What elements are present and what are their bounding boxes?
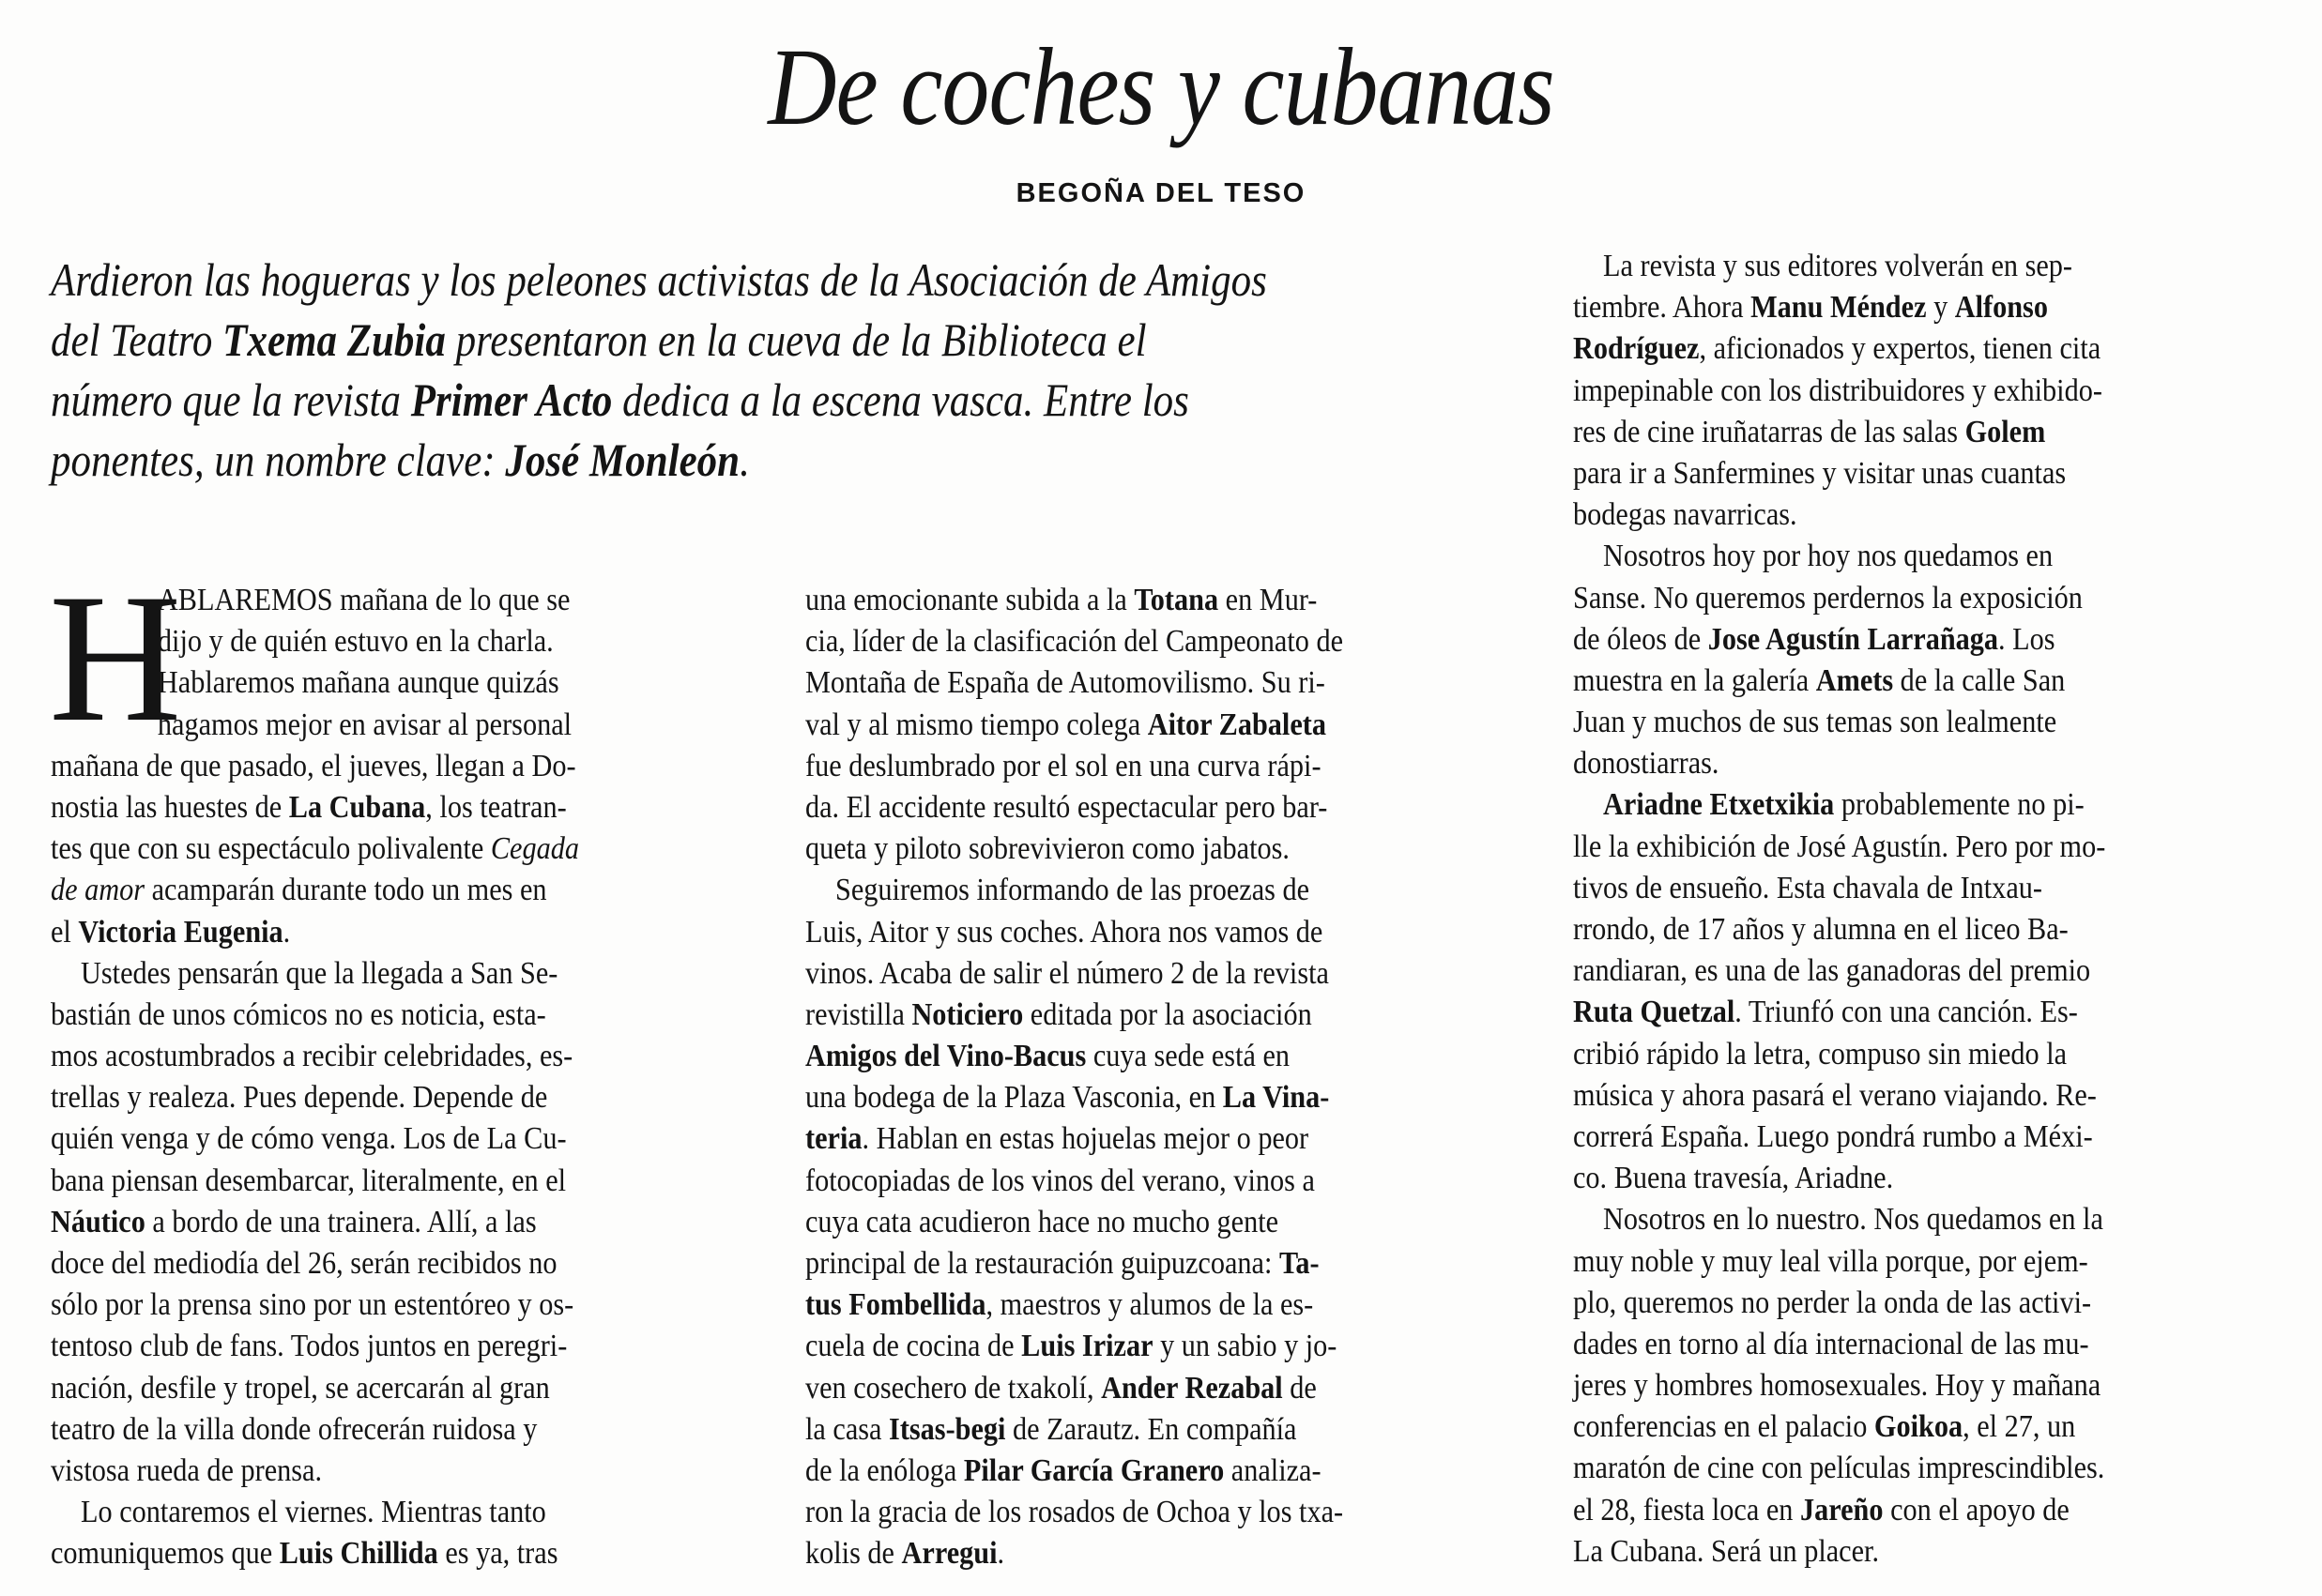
text-line xyxy=(805,1409,1440,1451)
bold-name: Ander Rezabal xyxy=(1101,1370,1283,1406)
text-run: co. Buena travesía, Ariadne. xyxy=(1573,1161,1894,1196)
text-run: da. El accidente resultó espectacular pero bar- xyxy=(805,789,1328,825)
text-line xyxy=(51,787,685,828)
text-run: randiaran, es una de las ganadoras del premio xyxy=(1573,953,2091,989)
text-line xyxy=(1573,1241,2207,1283)
text-run: una emocionante subida a la xyxy=(805,583,1135,617)
text-run: revistilla xyxy=(805,996,912,1032)
text-run: número que la revista xyxy=(51,373,411,426)
text-line xyxy=(805,828,1440,870)
text-run: nación, desfile y tropel, se acercarán al gran xyxy=(51,1370,550,1406)
text-run: rrondo, de 17 años y alumna en el liceo Ba- xyxy=(1573,912,2069,947)
text-run: mos acostumbrados a recibir celebridades, es- xyxy=(51,1039,573,1074)
text-run: tiembre. Ahora xyxy=(1573,290,1751,326)
lead-paragraph xyxy=(51,250,1515,490)
bold-name: La Vina- xyxy=(1222,1080,1330,1116)
text-line xyxy=(51,1036,685,1077)
text-run: una bodega de la Plaza Vasconia, en xyxy=(805,1080,1223,1116)
text-run: el 28, fiesta loca en xyxy=(1573,1492,1800,1528)
text-run: mañana de que pasado, el jueves, llegan a Do- xyxy=(51,748,576,783)
text-run: trellas y realeza. Pues depende. Depende de xyxy=(51,1080,548,1116)
text-run: Ardieron las hogueras y los peleones activistas de la Asociación de Amigos xyxy=(51,253,1267,306)
bold-name: Luis Chillida xyxy=(279,1536,438,1572)
text-line xyxy=(51,912,685,953)
text-line xyxy=(1573,494,2207,536)
text-run: impepinable con los distribuidores y exhibido- xyxy=(1573,372,2102,408)
text-run: a bordo de una trainera. Allí, a las xyxy=(145,1204,537,1239)
bold-name: Arregui xyxy=(901,1536,998,1572)
bold-name: Itsas-begi xyxy=(889,1411,1006,1447)
text-line xyxy=(51,1533,685,1574)
text-run: ponentes, un nombre clave: xyxy=(51,433,506,486)
text-run: en Mur- xyxy=(1218,583,1318,617)
text-run: ABLAREMOS mañana de lo que se xyxy=(157,583,571,617)
text-run: correrá España. Luego pondrá rumbo a Méxi- xyxy=(1573,1118,2093,1154)
text-run: cribió rápido la letra, compuso sin miedo la xyxy=(1573,1036,2068,1072)
text-run: de óleos de xyxy=(1573,621,1708,657)
text-line xyxy=(805,1533,1440,1574)
text-run: bodegas navarricas. xyxy=(1573,497,1797,533)
text-run: analiza- xyxy=(1224,1452,1321,1488)
text-line xyxy=(805,662,1440,704)
text-run: Hablaremos mañana aunque quizás xyxy=(157,665,559,701)
text-line xyxy=(51,1409,685,1451)
text-run: . Hablan en estas hojuelas mejor o peor xyxy=(862,1121,1309,1157)
italic-title: Cegada xyxy=(490,831,580,867)
text-line xyxy=(51,828,685,870)
bold-name: Ariadne Etxetxikia xyxy=(1603,787,1835,823)
text-run: cuya sede está en xyxy=(1086,1039,1291,1074)
bold-name: Aitor Zabaleta xyxy=(1147,707,1326,742)
text-line xyxy=(805,1202,1440,1243)
text-run: La Cubana. Será un placer. xyxy=(1573,1533,1880,1569)
text-line xyxy=(51,1243,685,1284)
text-run: vistosa rueda de prensa. xyxy=(51,1452,323,1488)
text-line xyxy=(51,1161,685,1202)
bold-name: Jose Agustín Larrañaga xyxy=(1707,621,1999,657)
text-line xyxy=(51,1284,685,1326)
headline: De coches y cubanas xyxy=(768,25,1554,148)
text-line xyxy=(51,1451,685,1492)
text-run: con el apoyo de xyxy=(1883,1492,2070,1528)
lead-line xyxy=(51,250,1310,310)
text-run: de la calle San xyxy=(1893,662,2066,698)
bold-name: tus Fombellida xyxy=(805,1287,986,1323)
text-run: La revista y sus editores volverán en sep- xyxy=(1603,249,2073,283)
text-run: Montaña de España de Automovilismo. Su ri- xyxy=(805,665,1325,701)
text-run: Nosotros en lo nuestro. Nos quedamos en la xyxy=(1603,1202,2103,1238)
text-run: . xyxy=(997,1536,1005,1572)
text-run: cia, líder de la clasificación del Campeonato de xyxy=(805,624,1344,660)
text-run: de la enóloga xyxy=(805,1452,964,1488)
text-run: cuela de cocina de xyxy=(805,1329,1022,1364)
text-line xyxy=(805,1492,1440,1533)
text-line xyxy=(1573,909,2207,950)
text-run: muy noble y muy leal villa porque, por ejem- xyxy=(1573,1243,2088,1279)
text-run: kolis de xyxy=(805,1536,902,1572)
text-run: música y ahora pasará el verano viajando. Re- xyxy=(1573,1077,2097,1113)
text-line xyxy=(1573,992,2207,1033)
text-line xyxy=(1573,1324,2207,1365)
text-run: del Teatro xyxy=(51,313,223,366)
text-run: teatro de la villa donde ofrecerán ruidosa y xyxy=(51,1411,538,1447)
byline: BEGOÑA DEL TESO xyxy=(1016,178,1306,208)
text-run: bastián de unos cómicos no es noticia, esta- xyxy=(51,996,546,1032)
bold-name: Pilar García Granero xyxy=(963,1452,1225,1488)
text-line xyxy=(1573,1158,2207,1199)
text-line xyxy=(51,870,685,911)
bold-name: Rodríguez xyxy=(1573,331,1700,367)
bold-name: Alfonso xyxy=(1954,290,2048,326)
text-line xyxy=(1573,1199,2207,1240)
lead-line xyxy=(51,310,1310,370)
text-line xyxy=(1573,1283,2207,1324)
text-run: ron la gracia de los rosados de Ochoa y los txa- xyxy=(805,1495,1344,1530)
text-run: . xyxy=(740,433,750,486)
text-line xyxy=(1573,1448,2207,1489)
text-run: queta y piloto sobrevivieron como jabatos. xyxy=(805,831,1290,867)
text-run: hagamos mejor en avisar al personal xyxy=(157,707,573,742)
text-line xyxy=(805,1451,1440,1492)
text-line xyxy=(805,580,1440,621)
text-line xyxy=(805,1368,1440,1409)
text-line xyxy=(51,621,685,662)
text-line xyxy=(51,1077,685,1118)
text-run: Juan y muchos de sus temas son lealmente xyxy=(1573,705,2057,740)
text-line xyxy=(1573,702,2207,743)
text-run: . Los xyxy=(1998,621,2055,657)
text-line xyxy=(805,1243,1440,1284)
text-run: Nosotros hoy por hoy nos quedamos en xyxy=(1603,539,2054,574)
bold-name: Luis Irizar xyxy=(1021,1329,1153,1364)
lead-line xyxy=(51,370,1310,430)
text-run: dedica a la escena vasca. Entre los xyxy=(612,373,1189,426)
text-run: lle la exhibición de José Agustín. Pero por mo- xyxy=(1573,828,2106,864)
text-run: , maestros y alumos de la es- xyxy=(985,1287,1314,1323)
text-line xyxy=(1573,1117,2207,1158)
bold-name: Victoria Eugenia xyxy=(78,914,283,950)
text-run: . Triunfó con una canción. Es- xyxy=(1734,995,2078,1030)
text-run: jeres y hombres homosexuales. Hoy y mañana xyxy=(1573,1368,2101,1404)
text-run: presentaron en la cueva de la Biblioteca el xyxy=(445,313,1147,366)
text-line xyxy=(805,1326,1440,1367)
text-run: dijo y de quién estuvo en la charla. xyxy=(157,624,554,660)
text-run: conferencias en el palacio xyxy=(1573,1409,1874,1445)
text-line xyxy=(51,1202,685,1243)
text-line xyxy=(51,1118,685,1160)
text-line xyxy=(805,621,1440,662)
bold-name: Primer Acto xyxy=(410,373,613,426)
bold-name: Manu Méndez xyxy=(1750,290,1927,326)
text-run: Sanse. No queremos perdernos la exposición xyxy=(1573,580,2083,616)
text-line xyxy=(51,953,685,995)
text-line xyxy=(805,995,1440,1036)
text-run: Ustedes pensarán que la llegada a San Se- xyxy=(81,955,558,991)
text-run: muestra en la galería xyxy=(1573,662,1816,698)
text-run: Luis, Aitor y sus coches. Ahora nos vamos de xyxy=(805,914,1323,950)
text-line xyxy=(1573,661,2207,702)
text-run: doce del mediodía del 26, serán recibidos no xyxy=(51,1246,558,1281)
text-line xyxy=(51,1368,685,1409)
text-run: res de cine iruñatarras de las salas xyxy=(1573,414,1965,449)
text-line xyxy=(805,953,1440,995)
text-run: tivos de ensueño. Esta chavala de Intxau- xyxy=(1573,870,2042,905)
article-column-3 xyxy=(1573,246,2286,1573)
text-run: ven cosechero de txakolí, xyxy=(805,1370,1102,1406)
text-run: de Zarautz. En compañía xyxy=(1005,1411,1297,1447)
text-line xyxy=(1573,371,2207,412)
bold-name: Jareño xyxy=(1799,1492,1884,1528)
bold-name: Golem xyxy=(1964,414,2046,449)
text-line xyxy=(805,1284,1440,1326)
text-run: editada por la asociación xyxy=(1023,996,1312,1032)
text-run: . xyxy=(283,914,291,950)
article-column-1 xyxy=(51,580,764,1575)
text-run: y xyxy=(1926,290,1955,326)
text-line xyxy=(1573,743,2207,784)
text-run: bana piensan desembarcar, literalmente, en el xyxy=(51,1163,567,1198)
text-run: vinos. Acaba de salir el número 2 de la revista xyxy=(805,955,1329,991)
bold-name: Ruta Quetzal xyxy=(1573,995,1735,1030)
text-line xyxy=(1573,1406,2207,1448)
text-run: Seguiremos informando de las proezas de xyxy=(835,873,1310,908)
text-line xyxy=(1573,453,2207,494)
bold-name: Txema Zubia xyxy=(222,313,446,366)
text-run: sólo por la prensa sino por un estentóreo y os- xyxy=(51,1287,574,1323)
text-run: dades en torno al día internacional de las mu- xyxy=(1573,1326,2089,1361)
text-run: tentoso club de fans. Todos juntos en peregri- xyxy=(51,1329,568,1364)
italic-title: de amor xyxy=(51,873,145,908)
text-run: nostia las huestes de xyxy=(51,789,289,825)
text-run: principal de la restauración guipuzcoana: xyxy=(805,1246,1279,1281)
article-column-2 xyxy=(805,580,1519,1575)
text-line xyxy=(1573,619,2207,661)
text-run: probablemente no pi- xyxy=(1834,787,2085,823)
bold-name: Noticiero xyxy=(911,996,1024,1032)
text-line xyxy=(805,705,1440,746)
text-line xyxy=(805,787,1440,828)
text-line xyxy=(805,1077,1440,1118)
text-run: el xyxy=(51,914,79,950)
text-run: donostiarras. xyxy=(1573,746,1719,782)
text-line xyxy=(805,1118,1440,1160)
bold-name: José Monleón xyxy=(505,433,741,486)
text-line xyxy=(1573,1075,2207,1117)
text-line xyxy=(805,746,1440,787)
text-run: y un sabio y jo- xyxy=(1153,1329,1337,1364)
text-line xyxy=(1573,784,2207,826)
text-run: quién venga y de cómo venga. Los de La Cu- xyxy=(51,1121,567,1157)
text-line xyxy=(1573,536,2207,577)
text-line xyxy=(51,662,685,704)
bold-name: Amets xyxy=(1815,662,1894,698)
text-run: la casa xyxy=(805,1411,890,1447)
text-run: Lo contaremos el viernes. Mientras tanto xyxy=(81,1495,546,1530)
text-run: cuya cata acudieron hace no mucho gente xyxy=(805,1204,1279,1239)
bold-name: Amigos del Vino-Bacus xyxy=(805,1039,1087,1074)
text-run: comuniquemos que xyxy=(51,1536,280,1572)
text-run: fotocopiadas de los vinos del verano, vinos a xyxy=(805,1163,1315,1198)
bold-name: Ta- xyxy=(1278,1246,1320,1281)
text-line xyxy=(1573,827,2207,868)
text-line xyxy=(51,580,685,621)
text-line xyxy=(805,912,1440,953)
text-line xyxy=(1573,868,2207,909)
text-run: es ya, tras xyxy=(437,1536,558,1572)
text-run: , el 27, un xyxy=(1963,1409,2076,1445)
text-line xyxy=(51,746,685,787)
text-run: de xyxy=(1282,1370,1317,1406)
text-line xyxy=(1573,1365,2207,1406)
text-line xyxy=(51,1326,685,1367)
text-run: tes que con su espectáculo polivalente xyxy=(51,831,491,867)
text-line xyxy=(1573,1034,2207,1075)
text-line xyxy=(51,995,685,1036)
text-line xyxy=(805,870,1440,911)
text-line xyxy=(1573,246,2207,287)
bold-name: Goikoa xyxy=(1873,1409,1963,1445)
bold-name: La Cubana xyxy=(288,789,426,825)
text-line xyxy=(1573,412,2207,453)
text-line xyxy=(1573,950,2207,992)
text-line xyxy=(805,1161,1440,1202)
text-line xyxy=(51,705,685,746)
text-run: , los teatran- xyxy=(425,789,567,825)
text-line xyxy=(1573,1531,2207,1573)
text-run: , aficionados y expertos, tienen cita xyxy=(1699,331,2101,367)
text-run: val y al mismo tiempo colega xyxy=(805,707,1148,742)
bold-name: teria xyxy=(805,1121,863,1157)
text-line xyxy=(1573,578,2207,619)
text-line xyxy=(1573,1490,2207,1531)
bold-name: Náutico xyxy=(51,1204,145,1239)
text-run: fue deslumbrado por el sol en una curva rápi- xyxy=(805,748,1321,783)
text-run: acamparán durante todo un mes en xyxy=(145,873,547,908)
lead-line xyxy=(51,430,1310,490)
text-line xyxy=(1573,328,2207,370)
text-line xyxy=(51,1492,685,1533)
text-line xyxy=(1573,287,2207,328)
text-run: plo, queremos no perder la onda de las activi- xyxy=(1573,1284,2092,1320)
bold-name: Totana xyxy=(1134,583,1219,617)
drop-cap: H xyxy=(49,556,182,760)
text-run: maratón de cine con películas imprescindibles. xyxy=(1573,1451,2105,1486)
text-line xyxy=(805,1036,1440,1077)
text-run: para ir a Sanfermines y visitar unas cuantas xyxy=(1573,455,2067,491)
